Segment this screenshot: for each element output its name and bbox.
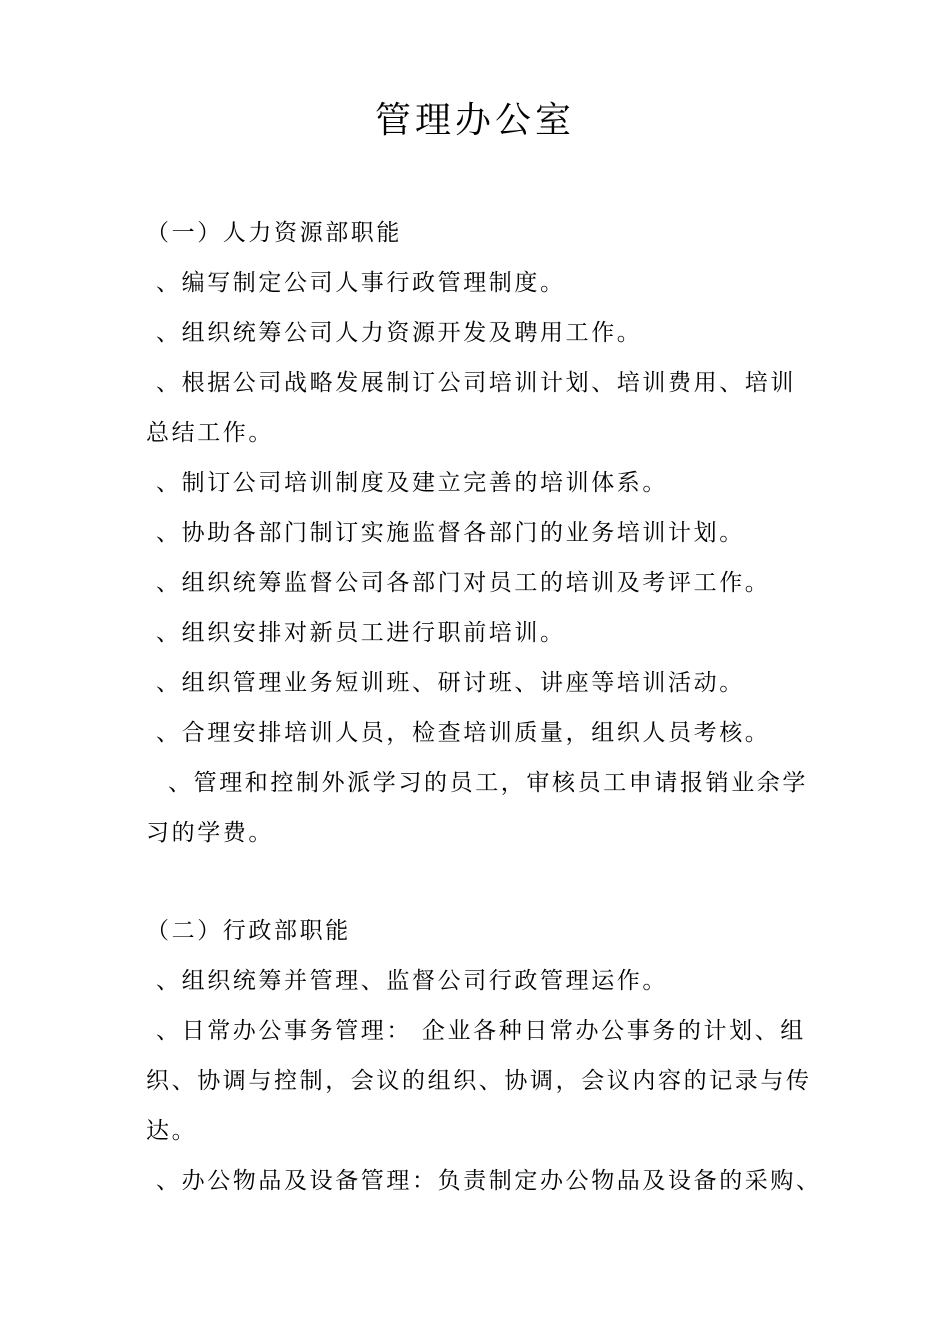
paragraph-line: 、合理安排培训人员，检查培训质量，组织人员考核。 <box>156 720 771 746</box>
paragraph-line: 、组织安排对新员工进行职前培训。 <box>156 620 566 646</box>
paragraph-line: 、办公物品及设备管理：负责制定办公物品及设备的采购、 <box>156 1168 822 1194</box>
paragraph-line: 、组织统筹监督公司各部门对员工的培训及考评工作。 <box>156 570 771 596</box>
section-heading-admin: （二）行政部职能 <box>146 918 351 944</box>
page-title: 管理办公室 <box>374 100 575 141</box>
paragraph-line: 、日常办公事务管理： 企业各种日常办公事务的计划、组 <box>156 1018 806 1044</box>
paragraph-line: 织、协调与控制，会议的组织、协调，会议内容的记录与传 <box>146 1068 812 1094</box>
paragraph-line: 、组织统筹并管理、监督公司行政管理运作。 <box>156 968 668 994</box>
paragraph-line: 总结工作。 <box>146 420 274 446</box>
paragraph-line: 达。 <box>146 1118 198 1144</box>
paragraph-line: 、制订公司培训制度及建立完善的培训体系。 <box>156 470 668 496</box>
section-heading-hr: （一）人力资源部职能 <box>146 220 402 246</box>
paragraph-line: 、编写制定公司人事行政管理制度。 <box>156 270 566 296</box>
paragraph-line: 、管理和控制外派学习的员工，审核员工申请报销业余学 <box>168 770 808 796</box>
paragraph-line: 、根据公司战略发展制订公司培训计划、培训费用、培训 <box>156 370 796 396</box>
paragraph-line: 、组织管理业务短训班、研讨班、讲座等培训活动。 <box>156 670 745 696</box>
paragraph-line: 习的学费。 <box>146 820 274 846</box>
paragraph-line: 、组织统筹公司人力资源开发及聘用工作。 <box>156 320 643 346</box>
paragraph-line: 、协助各部门制订实施监督各部门的业务培训计划。 <box>156 520 745 546</box>
